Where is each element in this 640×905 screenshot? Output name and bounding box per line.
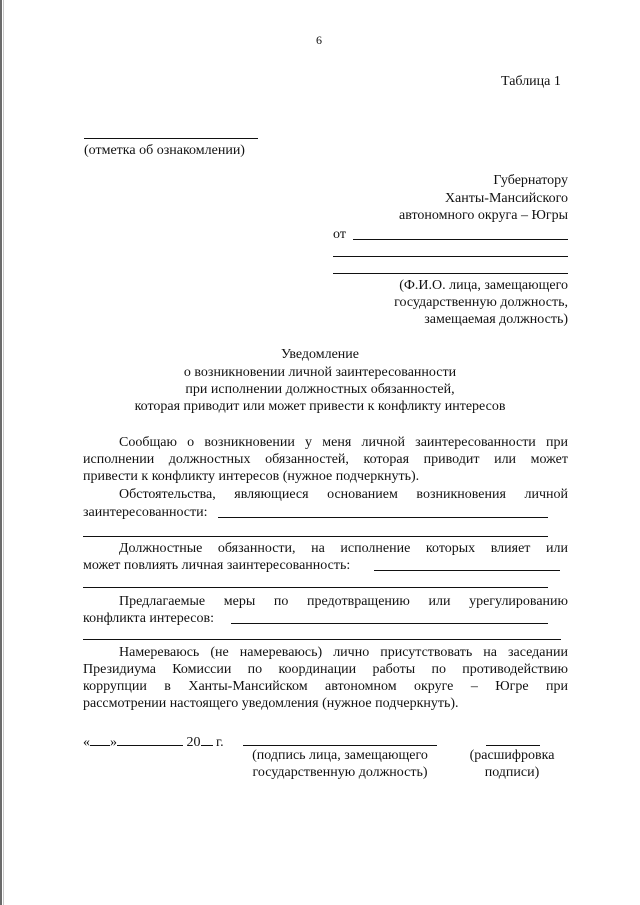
p1-line1: Сообщаю о возникновении у меня личной заинтересованности при: [119, 435, 568, 450]
p3-line1: Должностные обязанности, на исполнение которых влияет или: [119, 541, 568, 556]
p2-line1: Обстоятельства, являющиеся основанием возникновения личной: [119, 487, 568, 502]
addressee-line1: Губернатору: [493, 173, 568, 188]
addressee-line3: автономного округа – Югры: [399, 208, 568, 223]
sign-caption-line2: государственную должность): [252, 765, 428, 780]
circumstances-field-line2: [83, 536, 548, 537]
year-prefix: 20: [186, 735, 201, 750]
sender-caption-line3: замещаемая должность): [424, 312, 568, 327]
p4-line1: Предлагаемые меры по предотвращению или урегулированию: [119, 594, 568, 609]
sign-caption-line1: (подпись лица, замещающего: [252, 748, 428, 763]
title-line2: о возникновении личной заинтересованности: [183, 365, 457, 380]
familiarization-caption: (отметка об ознакомлении): [84, 143, 245, 158]
p5-line4: рассмотрении настоящего уведомления (нужное подчеркнуть).: [83, 696, 459, 711]
decode-line: [486, 745, 540, 746]
addressee-line2: Ханты-Мансийского: [444, 191, 568, 206]
day-line: [90, 732, 110, 746]
decode-caption-line1: (расшифровка: [469, 748, 555, 763]
sender-caption-line1: (Ф.И.О. лица, замещающего: [399, 278, 568, 293]
year-suffix: г.: [216, 735, 224, 750]
familiarization-line: [84, 138, 258, 139]
month-line: [117, 732, 183, 746]
sender-line-2: [333, 256, 568, 257]
p5-line1: Намереваюсь (не намереваюсь) лично присутствовать на заседании: [119, 645, 568, 660]
sender-caption-line2: государственную должность,: [394, 295, 568, 310]
p2-line2: заинтересованности:: [83, 505, 208, 520]
year-line: [201, 732, 213, 746]
title-line3: при исполнении должностных обязанностей,: [185, 382, 455, 397]
from-line: [353, 239, 568, 240]
page-number: 6: [316, 33, 322, 47]
p4-line2: конфликта интересов:: [83, 611, 214, 626]
duties-field-line1: [374, 570, 560, 571]
p1-line2: исполнении должностных обязанностей, которая приводит или может: [83, 452, 568, 467]
circumstances-field-line1: [218, 517, 548, 518]
from-label: от: [333, 227, 346, 242]
scan-edge-shadow: [3, 0, 4, 905]
sender-line-3: [333, 273, 568, 274]
measures-field-line1: [231, 623, 548, 624]
p1-line3: привести к конфликту интересов (нужное подчеркнуть).: [83, 469, 420, 484]
quote-open: «: [83, 735, 90, 750]
scan-edge: [0, 0, 2, 905]
quote-close: »: [110, 735, 117, 750]
p5-line2: Президиума Комиссии по координации работы по противодействию: [83, 662, 568, 677]
date-field: [83, 732, 224, 751]
table-label: Таблица 1: [501, 74, 561, 89]
measures-field-line2: [83, 639, 561, 640]
duties-field-line2: [83, 587, 548, 588]
signature-line: [243, 745, 437, 746]
title-line1: Уведомление: [280, 347, 359, 362]
title-line4: которая приводит или может привести к конфликту интересов: [134, 399, 506, 414]
decode-caption-line2: подписи): [484, 765, 540, 780]
p3-line2: может повлиять личная заинтересованность:: [83, 558, 351, 573]
p5-line3: коррупции в Ханты-Мансийском автономном округе – Югре при: [83, 679, 568, 694]
